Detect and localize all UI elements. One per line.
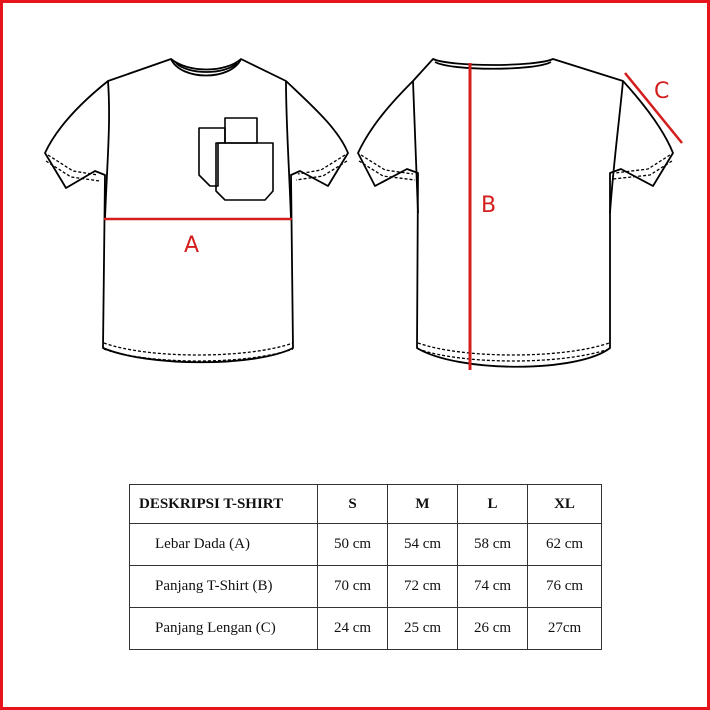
table-cell: 25 cm bbox=[388, 608, 458, 650]
table-cell: 70 cm bbox=[318, 566, 388, 608]
back-armhole-right bbox=[610, 81, 623, 213]
table-row bbox=[130, 608, 602, 650]
header-size-s: S bbox=[318, 485, 388, 524]
tshirt-diagram bbox=[3, 3, 707, 473]
front-stitching bbox=[46, 155, 347, 361]
back-body-outline bbox=[358, 59, 673, 367]
table-row bbox=[130, 524, 602, 566]
table-cell: 58 cm bbox=[458, 524, 528, 566]
back-stitching bbox=[359, 155, 672, 361]
chest-pocket bbox=[199, 118, 273, 200]
front-armhole-right bbox=[286, 81, 291, 219]
label-a: A bbox=[184, 233, 200, 258]
table-cell: 26 cm bbox=[458, 608, 528, 650]
front-body-outline bbox=[45, 59, 348, 362]
back-tshirt bbox=[358, 59, 673, 367]
table-cell: 54 cm bbox=[388, 524, 458, 566]
header-size-m: M bbox=[388, 485, 458, 524]
row-label: Panjang Lengan (C) bbox=[130, 608, 318, 650]
front-tshirt bbox=[45, 59, 348, 362]
label-b: B bbox=[481, 193, 497, 218]
table-cell: 62 cm bbox=[528, 524, 602, 566]
table-cell: 72 cm bbox=[388, 566, 458, 608]
label-c: C bbox=[654, 79, 670, 104]
table-cell: 74 cm bbox=[458, 566, 528, 608]
table-cell: 24 cm bbox=[318, 608, 388, 650]
back-armhole-left bbox=[413, 81, 418, 213]
row-label: Panjang T-Shirt (B) bbox=[130, 566, 318, 608]
header-size-xl: XL bbox=[528, 485, 602, 524]
front-armhole-left bbox=[105, 81, 109, 219]
table-header-row bbox=[130, 485, 602, 524]
row-label: Lebar Dada (A) bbox=[130, 524, 318, 566]
table-cell: 27cm bbox=[528, 608, 602, 650]
table-cell: 50 cm bbox=[318, 524, 388, 566]
size-table bbox=[129, 484, 602, 650]
table-cell: 76 cm bbox=[528, 566, 602, 608]
header-size-l: L bbox=[458, 485, 528, 524]
table-row bbox=[130, 566, 602, 608]
header-description: DESKRIPSI T-SHIRT bbox=[130, 485, 318, 524]
